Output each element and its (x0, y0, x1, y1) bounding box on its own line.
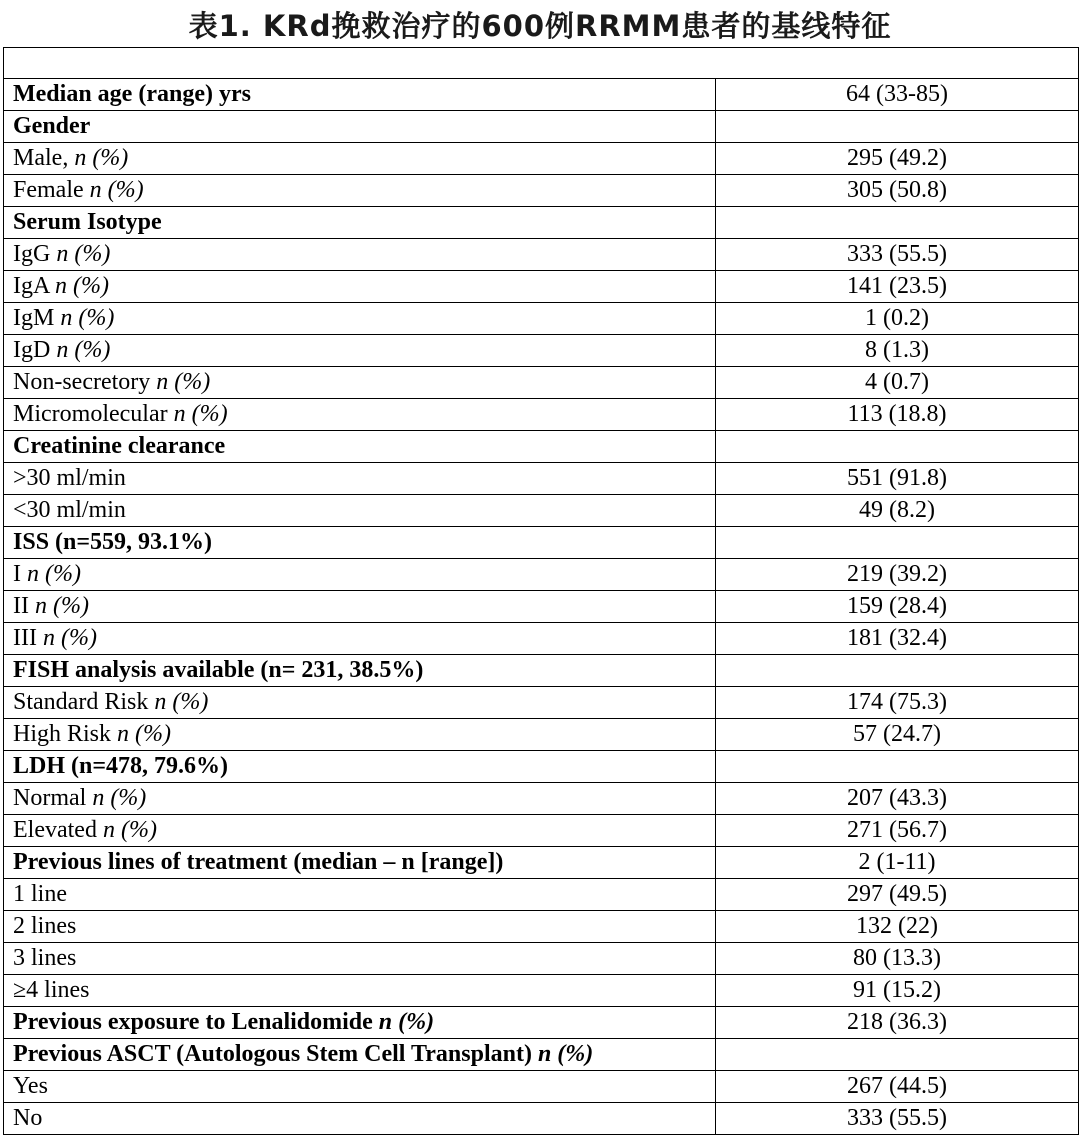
label-suffix: n (%) (56, 241, 111, 267)
row-value: 64 (33-85) (716, 79, 1079, 111)
row-value: 218 (36.3) (716, 1007, 1079, 1039)
label-text: Female (13, 177, 90, 203)
row-value (716, 111, 1079, 143)
row-label (4, 239, 716, 271)
table-row (4, 431, 1079, 463)
label-text: Gender (13, 113, 91, 139)
table-row (4, 719, 1079, 751)
row-label (4, 175, 716, 207)
row-value: 174 (75.3) (716, 687, 1079, 719)
table-row (4, 527, 1079, 559)
row-value: 57 (24.7) (716, 719, 1079, 751)
label-text: <30 ml/min (13, 497, 126, 523)
label-text: IgM (13, 305, 61, 331)
label-text: IgD (13, 337, 57, 363)
table-row (4, 79, 1079, 111)
label-text: Previous exposure to Lenalidomide (13, 1009, 379, 1035)
row-value (716, 751, 1079, 783)
row-label (4, 1007, 716, 1039)
table-row (4, 495, 1079, 527)
table-row (4, 463, 1079, 495)
label-text: IgA (13, 273, 55, 299)
row-value: 181 (32.4) (716, 623, 1079, 655)
row-label (4, 495, 716, 527)
row-label (4, 271, 716, 303)
table-row (4, 335, 1079, 367)
label-suffix: n (%) (56, 337, 111, 363)
row-value (716, 655, 1079, 687)
label-text: III (13, 625, 43, 651)
table-title: 表1. KRd挽救治疗的600例RRMM患者的基线特征 (188, 9, 892, 43)
row-label (4, 335, 716, 367)
table-row (4, 943, 1079, 975)
table-row (4, 175, 1079, 207)
row-label (4, 1103, 716, 1135)
label-suffix: n (%) (34, 593, 89, 619)
row-value: 551 (91.8) (716, 463, 1079, 495)
row-label (4, 655, 716, 687)
table-row (4, 367, 1079, 399)
row-value: 159 (28.4) (716, 591, 1079, 623)
table-row (4, 623, 1079, 655)
row-label (4, 911, 716, 943)
row-label (4, 879, 716, 911)
label-suffix: n (%) (154, 689, 209, 715)
label-text: 3 lines (13, 945, 77, 971)
table-row (4, 1039, 1079, 1071)
table-row (4, 559, 1079, 591)
row-label (4, 847, 716, 879)
label-suffix: n (%) (173, 401, 228, 427)
row-value: 141 (23.5) (716, 271, 1079, 303)
row-label (4, 143, 716, 175)
row-label (4, 1071, 716, 1103)
label-text: Creatinine clearance (13, 433, 226, 459)
row-label (4, 975, 716, 1007)
row-label (4, 303, 716, 335)
label-suffix: n (%) (537, 1041, 594, 1067)
table-row (4, 303, 1079, 335)
label-text: Micromolecular (13, 401, 174, 427)
row-value (716, 431, 1079, 463)
row-value: 1 (0.2) (716, 303, 1079, 335)
label-text: Yes (13, 1073, 48, 1099)
table-row (4, 655, 1079, 687)
row-label (4, 79, 716, 111)
row-value: 8 (1.3) (716, 335, 1079, 367)
label-text: Median age (range) yrs (13, 81, 251, 107)
label-text: I (13, 561, 27, 587)
table-row (4, 911, 1079, 943)
table-row (4, 591, 1079, 623)
label-text: ≥4 lines (13, 977, 90, 1003)
label-suffix: n (%) (89, 177, 144, 203)
table-row (4, 975, 1079, 1007)
label-text: 1 line (13, 881, 67, 907)
label-text: Normal (13, 785, 93, 811)
table-row (4, 207, 1079, 239)
row-label (4, 367, 716, 399)
label-text: 2 lines (13, 913, 77, 939)
row-label (4, 783, 716, 815)
row-label (4, 463, 716, 495)
label-suffix: n (%) (156, 369, 211, 395)
label-suffix: n (%) (74, 145, 129, 171)
table-row (4, 783, 1079, 815)
label-suffix: n (%) (378, 1009, 435, 1035)
label-text: No (13, 1105, 43, 1131)
row-value: 297 (49.5) (716, 879, 1079, 911)
table-row (4, 399, 1079, 431)
row-label (4, 111, 716, 143)
label-text: High Risk (13, 721, 118, 747)
table-row (4, 111, 1079, 143)
row-label (4, 559, 716, 591)
table-row (4, 239, 1079, 271)
table-row (4, 879, 1079, 911)
row-label (4, 751, 716, 783)
row-value: 267 (44.5) (716, 1071, 1079, 1103)
label-text: Non-secretory (13, 369, 157, 395)
table-row (4, 1103, 1079, 1135)
row-value (716, 1039, 1079, 1071)
label-text: II (13, 593, 35, 619)
blank-header-cell (4, 48, 1079, 79)
label-text: IgG (13, 241, 57, 267)
label-suffix: n (%) (92, 785, 147, 811)
row-value: 295 (49.2) (716, 143, 1079, 175)
row-value: 4 (0.7) (716, 367, 1079, 399)
label-suffix: n (%) (117, 721, 171, 747)
row-value: 333 (55.5) (716, 239, 1079, 271)
row-label (4, 1039, 716, 1071)
table-header-blank-row (4, 48, 1079, 79)
row-label (4, 623, 716, 655)
row-value: 113 (18.8) (716, 399, 1079, 431)
table-row (4, 1071, 1079, 1103)
label-suffix: n (%) (102, 817, 157, 843)
label-text: ISS (n=559, 93.1%) (13, 529, 213, 555)
table-row (4, 687, 1079, 719)
row-label (4, 207, 716, 239)
table-row (4, 143, 1079, 175)
label-text: Previous ASCT (Autologous Stem Cell Transplant) (13, 1041, 538, 1067)
row-value: 49 (8.2) (716, 495, 1079, 527)
row-value: 2 (1-11) (716, 847, 1079, 879)
row-value: 207 (43.3) (716, 783, 1079, 815)
label-suffix: n (%) (55, 273, 109, 299)
row-label (4, 399, 716, 431)
row-label (4, 591, 716, 623)
row-value: 333 (55.5) (716, 1103, 1079, 1135)
row-label (4, 719, 716, 751)
row-value: 91 (15.2) (716, 975, 1079, 1007)
row-label (4, 431, 716, 463)
row-value: 80 (13.3) (716, 943, 1079, 975)
label-text: Elevated (13, 817, 103, 843)
label-text: Standard Risk (13, 689, 155, 715)
row-label (4, 943, 716, 975)
row-value (716, 527, 1079, 559)
row-value: 271 (56.7) (716, 815, 1079, 847)
table-row (4, 751, 1079, 783)
row-label (4, 687, 716, 719)
table-row (4, 1007, 1079, 1039)
row-value: 305 (50.8) (716, 175, 1079, 207)
label-text: LDH (n=478, 79.6%) (13, 753, 229, 779)
table-row (4, 815, 1079, 847)
label-text: Previous lines of treatment (median – n [range]) (13, 849, 504, 875)
label-suffix: n (%) (60, 305, 115, 331)
row-value (716, 207, 1079, 239)
label-text: >30 ml/min (13, 465, 126, 491)
baseline-characteristics-table (3, 47, 1079, 1135)
label-text: Serum Isotype (13, 209, 162, 235)
row-label (4, 527, 716, 559)
label-suffix: n (%) (42, 625, 97, 651)
table-row (4, 847, 1079, 879)
row-value: 219 (39.2) (716, 559, 1079, 591)
row-value: 132 (22) (716, 911, 1079, 943)
row-label (4, 815, 716, 847)
label-text: FISH analysis available (n= 231, 38.5%) (13, 657, 424, 683)
table-row (4, 271, 1079, 303)
label-suffix: n (%) (27, 561, 81, 587)
label-text: Male, (13, 145, 75, 171)
